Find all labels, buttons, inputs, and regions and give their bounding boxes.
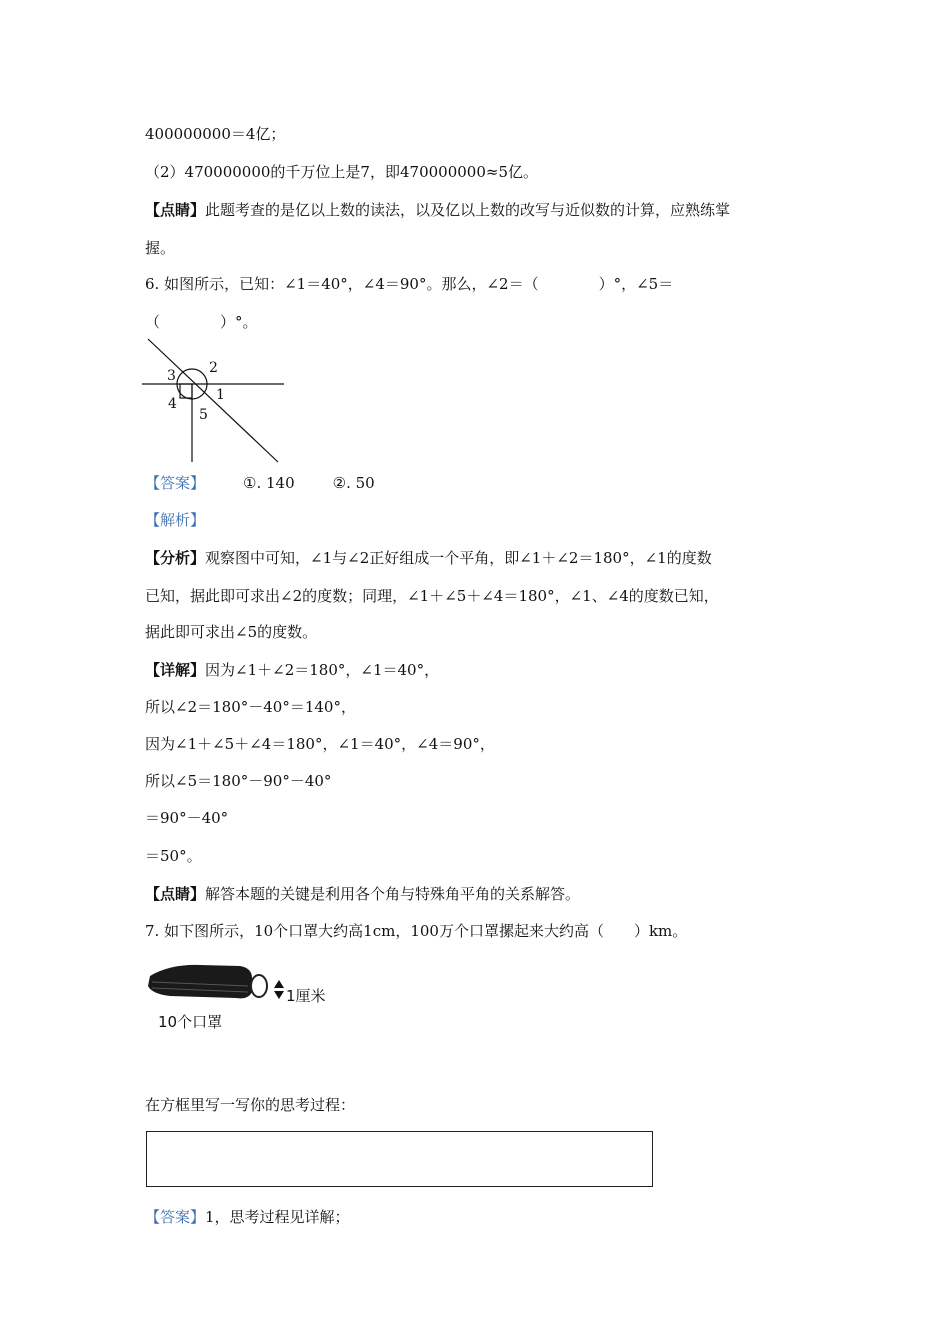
detail-line: ＝90°－40° [145, 809, 229, 827]
mask-stack-icon [148, 965, 252, 998]
analysis-line [145, 548, 712, 568]
arrow-down-icon [274, 991, 284, 999]
detail-line: 因为∠1＋∠5＋∠4＝180°，∠1＝40°，∠4＝90°， [145, 735, 495, 753]
analysis-text: 观察图中可知，∠1与∠2正好组成一个平角，即∠1＋∠2＝180°，∠1的度数 [205, 549, 712, 567]
instruction-line: 在方框里写一写你的思考过程： [145, 1096, 356, 1114]
question-6-line: （ ）°。 [145, 313, 258, 331]
detail-label: 【详解】 [145, 661, 206, 679]
detail-line: ＝50°。 [145, 847, 202, 865]
answer-1: ①. 140 [243, 474, 295, 492]
text-line: 400000000＝4亿； [145, 125, 286, 143]
comment-tag: 【点睛】 [145, 201, 206, 219]
text-line: 握。 [145, 239, 176, 257]
comment-text: 解答本题的关键是利用各个角与特殊角平角的关系解答。 [205, 885, 581, 903]
analysis-label: 【分析】 [145, 549, 206, 567]
angle-label-3: 3 [167, 368, 176, 384]
question-7-line: 7. 如下图所示，10个口罩大约高1cm，100万个口罩摞起来大约高（ ）km。 [145, 922, 688, 940]
comment-text: 此题考查的是亿以上数的读法，以及亿以上数的改写与近似数的计算，应熟练掌 [205, 201, 731, 219]
comment-line [145, 884, 580, 904]
detail-line [145, 660, 439, 680]
mask-caption: 10个口罩 [158, 1013, 223, 1031]
comment-line [145, 200, 730, 220]
answer-2: ②. 50 [332, 474, 375, 492]
mask-stack-figure [140, 958, 290, 1008]
answer-tag: 【答案】 [145, 1208, 206, 1226]
angle-label-4: 4 [168, 396, 177, 412]
angle-label-2: 2 [209, 360, 218, 376]
analysis-tag: 【解析】 [145, 511, 206, 529]
right-angle-mark [180, 384, 192, 398]
thinking-answer-box[interactable] [146, 1131, 653, 1187]
detail-text: 因为∠1＋∠2＝180°，∠1＝40°， [205, 661, 440, 679]
detail-line: 所以∠5＝180°－90°－40° [145, 772, 332, 790]
text-line: （2）470000000的千万位上是7，即470000000≈5亿。 [145, 163, 538, 181]
arrow-up-icon [274, 980, 284, 988]
angle-label-1: 1 [216, 387, 225, 403]
answer-line [145, 473, 375, 493]
answer-tag: 【答案】 [145, 474, 206, 492]
analysis-line: 据此即可求出∠5的度数。 [145, 623, 318, 641]
analysis-line: 已知，据此即可求出∠2的度数；同理，∠1＋∠5＋∠4＝180°，∠1、∠4的度数已知， [145, 587, 719, 605]
comment-tag: 【点睛】 [145, 885, 206, 903]
height-label: 1厘米 [286, 987, 326, 1005]
question-6-line: 6. 如图所示，已知：∠1＝40°，∠4＝90°。那么，∠2＝（ ）°，∠5＝ [145, 275, 674, 293]
detail-line: 所以∠2＝180°－40°＝140°， [145, 698, 356, 716]
angle-figure [140, 336, 290, 466]
ear-loop-icon [251, 975, 267, 997]
answer-text: 1，思考过程见详解； [205, 1208, 350, 1226]
answer-line [145, 1207, 350, 1227]
angle-label-5: 5 [199, 407, 208, 423]
